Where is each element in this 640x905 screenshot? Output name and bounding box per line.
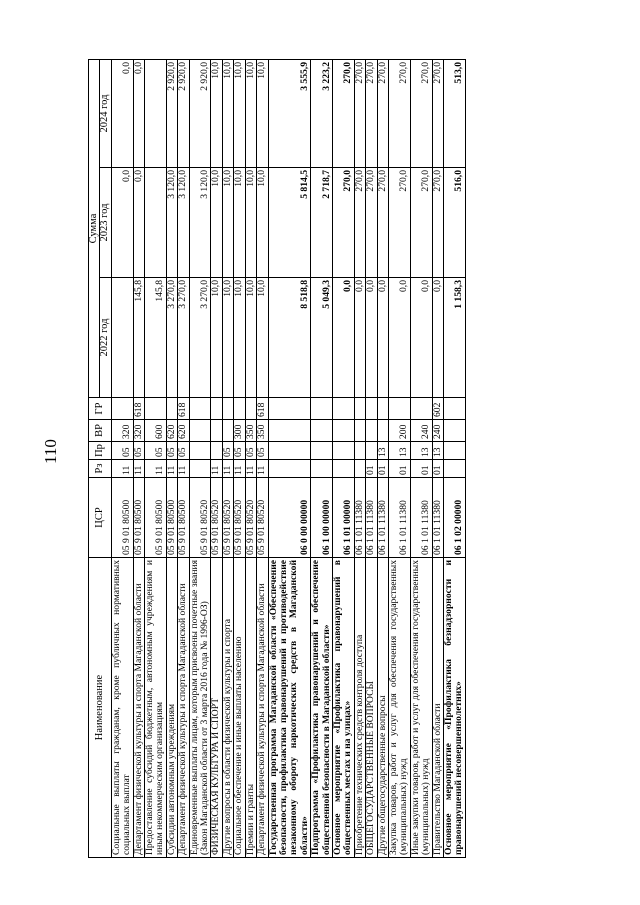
cell-gr [234, 398, 245, 420]
cell-pr: 05 [178, 442, 189, 460]
cell-name: Закупка товаров, работ и услуг для обеспечения государственных (муниципальных) нужд [388, 558, 410, 858]
cell-2022: 0,0 [410, 278, 432, 398]
cell-rz [354, 460, 365, 478]
cell-2023: 516,0 [444, 168, 466, 278]
cell-name: ОБЩЕГОСУДАРСТВЕННЫЕ ВОПРОСЫ [366, 558, 377, 858]
cell-2024: 10,0 [234, 60, 245, 168]
cell-2022: 10,0 [222, 278, 233, 398]
cell-gr: 618 [178, 398, 189, 420]
cell-vr: 300 [234, 420, 245, 442]
cell-rz: 11 [245, 460, 256, 478]
cell-gr [245, 398, 256, 420]
cell-csr: 05 9 01 80500 [111, 478, 133, 558]
cell-gr [211, 398, 222, 420]
cell-csr: 06 1 01 00000 [332, 478, 354, 558]
cell-2023: 270,0 [377, 168, 388, 278]
header-vr: ВР [89, 420, 112, 442]
cell-2024: 3 555,9 [268, 60, 311, 168]
cell-csr: 05 9 01 80520 [234, 478, 245, 558]
cell-rz: 11 [222, 460, 233, 478]
header-sum: Сумма [89, 60, 100, 398]
cell-pr [268, 442, 311, 460]
cell-name: Социальные выплаты гражданам, кроме публичных нормативных социальных выплат [111, 558, 133, 858]
cell-csr: 06 1 01 11380 [410, 478, 432, 558]
cell-2023: 0,0 [133, 168, 144, 278]
cell-2023: 0,0 [111, 168, 133, 278]
cell-rz: 01 [410, 460, 432, 478]
cell-2024: 10,0 [222, 60, 233, 168]
cell-2024: 10,0 [245, 60, 256, 168]
cell-pr [211, 442, 222, 460]
cell-rz: 11 [145, 460, 167, 478]
cell-pr: 05 [245, 442, 256, 460]
cell-gr: 618 [257, 398, 268, 420]
cell-2023: 10,0 [257, 168, 268, 278]
cell-vr: 240 [432, 420, 443, 442]
cell-2024: 270,0 [388, 60, 410, 168]
cell-2022: 0,0 [377, 278, 388, 398]
cell-csr: 05 9 01 80500 [145, 478, 167, 558]
cell-csr: 06 1 01 11380 [366, 478, 377, 558]
cell-gr [145, 398, 167, 420]
cell-csr: 05 9 01 80520 [189, 478, 211, 558]
cell-vr [268, 420, 311, 442]
cell-name: Департамент физической культуры и спорта Магаданской области [178, 558, 189, 858]
cell-vr: 240 [410, 420, 432, 442]
cell-vr: 350 [257, 420, 268, 442]
cell-vr: 620 [178, 420, 189, 442]
cell-vr: 200 [388, 420, 410, 442]
table-row [366, 60, 377, 858]
cell-name: Субсидии автономным учреждениям [166, 558, 177, 858]
cell-name: Правительство Магаданской области [432, 558, 443, 858]
cell-2022 [111, 278, 133, 398]
cell-2024: 270,0 [432, 60, 443, 168]
cell-gr: 602 [432, 398, 443, 420]
header-pr: Пр [89, 442, 112, 460]
cell-pr [366, 442, 377, 460]
cell-csr: 05 9 01 80520 [211, 478, 222, 558]
cell-2023: 5 814,5 [268, 168, 311, 278]
cell-2023 [145, 168, 167, 278]
cell-name: Приобретение технических средств контроля доступа [354, 558, 365, 858]
cell-2024: 10,0 [257, 60, 268, 168]
cell-pr [444, 442, 466, 460]
cell-2023: 270,0 [354, 168, 365, 278]
cell-gr [332, 398, 354, 420]
cell-name: Департамент физической культуры и спорта Магаданской области [133, 558, 144, 858]
cell-2024: 270,0 [366, 60, 377, 168]
cell-pr: 05 [257, 442, 268, 460]
cell-gr [166, 398, 177, 420]
cell-2023: 270,0 [366, 168, 377, 278]
header-csr: ЦСР [89, 478, 112, 558]
cell-name: Основное мероприятие «Профилактика безнадзорности и правонарушений несовершеннолетних» [444, 558, 466, 858]
cell-2022: 145,8 [133, 278, 144, 398]
cell-name: Иные закупки товаров, работ и услуг для обеспечения государственных (муниципальных) нужд [410, 558, 432, 858]
cell-pr: 13 [410, 442, 432, 460]
cell-csr: 06 1 00 00000 [311, 478, 333, 558]
cell-2024: 513,0 [444, 60, 466, 168]
table-row [311, 60, 333, 858]
cell-vr [377, 420, 388, 442]
cell-pr [332, 442, 354, 460]
cell-csr: 06 1 01 11380 [354, 478, 365, 558]
cell-csr: 05 9 01 80500 [178, 478, 189, 558]
cell-2022: 10,0 [245, 278, 256, 398]
table-row [410, 60, 432, 858]
cell-csr: 05 9 01 80500 [133, 478, 144, 558]
cell-rz: 01 [366, 460, 377, 478]
cell-rz: 11 [111, 460, 133, 478]
table-row [432, 60, 443, 858]
cell-2022: 5 049,3 [311, 278, 333, 398]
cell-pr [354, 442, 365, 460]
cell-csr: 06 1 01 11380 [377, 478, 388, 558]
cell-2023: 10,0 [211, 168, 222, 278]
cell-2022: 0,0 [432, 278, 443, 398]
cell-2024: 2 920,0 [178, 60, 189, 168]
cell-gr: 618 [133, 398, 144, 420]
cell-2024: 0,0 [111, 60, 133, 168]
cell-rz: 11 [178, 460, 189, 478]
header-2024: 2024 год [100, 60, 111, 168]
cell-2024: 270,0 [377, 60, 388, 168]
cell-2022: 145,8 [145, 278, 167, 398]
cell-2023: 270,0 [388, 168, 410, 278]
cell-rz [268, 460, 311, 478]
cell-2022: 0,0 [354, 278, 365, 398]
cell-rz: 11 [166, 460, 177, 478]
cell-rz: 11 [211, 460, 222, 478]
cell-csr: 05 9 01 80500 [166, 478, 177, 558]
cell-vr: 600 [145, 420, 167, 442]
cell-2022: 3 270,0 [178, 278, 189, 398]
cell-rz [444, 460, 466, 478]
cell-2022: 8 518,8 [268, 278, 311, 398]
cell-csr: 06 1 01 11380 [388, 478, 410, 558]
table-row [211, 60, 222, 858]
table-body [111, 60, 465, 858]
cell-2023: 2 718,7 [311, 168, 333, 278]
cell-pr: 05 [166, 442, 177, 460]
cell-2024: 270,0 [410, 60, 432, 168]
cell-2022: 3 270,0 [189, 278, 211, 398]
cell-pr: 13 [388, 442, 410, 460]
budget-table [88, 59, 466, 858]
cell-2024: 0,0 [133, 60, 144, 168]
cell-gr [410, 398, 432, 420]
cell-csr: 06 0 00 00000 [268, 478, 311, 558]
cell-csr: 05 9 01 80520 [245, 478, 256, 558]
cell-pr: 05 [111, 442, 133, 460]
cell-vr: 320 [111, 420, 133, 442]
table-row [178, 60, 189, 858]
header-2022: 2022 год [100, 278, 111, 398]
cell-gr [111, 398, 133, 420]
cell-2023: 10,0 [234, 168, 245, 278]
table-row [166, 60, 177, 858]
cell-gr [268, 398, 311, 420]
cell-2024: 270,0 [332, 60, 354, 168]
table-row [332, 60, 354, 858]
cell-2023: 3 120,0 [166, 168, 177, 278]
cell-csr: 05 9 01 80520 [257, 478, 268, 558]
rotated-table-frame [88, 60, 608, 858]
cell-pr: 05 [133, 442, 144, 460]
cell-vr [444, 420, 466, 442]
table-row [145, 60, 167, 858]
header-gr: ГР [89, 398, 112, 420]
table-row [245, 60, 256, 858]
cell-csr: 06 1 01 11380 [432, 478, 443, 558]
cell-name: Другие вопросы в области физической культуры и спорта [222, 558, 233, 858]
cell-vr [222, 420, 233, 442]
cell-vr [366, 420, 377, 442]
cell-pr: 13 [377, 442, 388, 460]
cell-name: Государственная программа Магаданской области «Обеспечение безопасности, профилактика правонарушений и противодействие незаконному обороту наркотических средств в Магаданской области» [268, 558, 311, 858]
cell-2022: 3 270,0 [166, 278, 177, 398]
cell-2022: 0,0 [366, 278, 377, 398]
cell-rz: 11 [234, 460, 245, 478]
cell-name: Социальное обеспечение и иные выплаты населению [234, 558, 245, 858]
cell-gr [444, 398, 466, 420]
cell-rz: 01 [377, 460, 388, 478]
cell-pr [189, 442, 211, 460]
cell-gr [189, 398, 211, 420]
cell-rz [189, 460, 211, 478]
header-rz: Рз [89, 460, 112, 478]
cell-name: Премии и гранты [245, 558, 256, 858]
table-row [388, 60, 410, 858]
cell-gr [354, 398, 365, 420]
cell-rz [332, 460, 354, 478]
cell-rz: 11 [257, 460, 268, 478]
header-name: Наименование [89, 558, 112, 858]
cell-2024: 270,0 [354, 60, 365, 168]
table-row [257, 60, 268, 858]
table-row [268, 60, 311, 858]
cell-2022: 1 158,3 [444, 278, 466, 398]
cell-vr [311, 420, 333, 442]
table-row [111, 60, 133, 858]
cell-pr: 05 [234, 442, 245, 460]
cell-2023: 270,0 [332, 168, 354, 278]
cell-2022: 0,0 [332, 278, 354, 398]
cell-name: Единовременные выплаты лицам, которым присвоены почетные звания (Закон Магаданской области от 3 марта 2016 года № 1996-ОЗ) [189, 558, 211, 858]
table-row [377, 60, 388, 858]
page-number: 110 [41, 439, 60, 464]
cell-vr: 350 [245, 420, 256, 442]
cell-2022: 10,0 [234, 278, 245, 398]
cell-vr [211, 420, 222, 442]
cell-rz: 01 [388, 460, 410, 478]
cell-2023: 270,0 [432, 168, 443, 278]
cell-name: Подпрограмма «Профилактика правонарушений и обеспечение общественной безопасности в Магаданской области» [311, 558, 333, 858]
cell-gr [388, 398, 410, 420]
cell-csr: 06 1 02 00000 [444, 478, 466, 558]
cell-name: ФИЗИЧЕСКАЯ КУЛЬТУРА И СПОРТ [211, 558, 222, 858]
cell-name: Предоставление субсидий бюджетным, автономным учреждениям и иным некоммерческим организациям [145, 558, 167, 858]
table-row [189, 60, 211, 858]
cell-vr [354, 420, 365, 442]
cell-gr [311, 398, 333, 420]
cell-name: Другие общегосударственные вопросы [377, 558, 388, 858]
cell-gr [222, 398, 233, 420]
cell-pr: 05 [222, 442, 233, 460]
cell-pr: 05 [145, 442, 167, 460]
cell-2022: 10,0 [211, 278, 222, 398]
cell-2023: 3 120,0 [189, 168, 211, 278]
cell-2024 [145, 60, 167, 168]
cell-2024: 3 223,2 [311, 60, 333, 168]
cell-2023: 3 120,0 [178, 168, 189, 278]
cell-2023: 10,0 [245, 168, 256, 278]
header-2023: 2023 год [100, 168, 111, 278]
cell-gr [366, 398, 377, 420]
table-row [222, 60, 233, 858]
cell-vr [189, 420, 211, 442]
cell-vr: 620 [166, 420, 177, 442]
table-header [89, 60, 112, 858]
cell-2024: 10,0 [211, 60, 222, 168]
cell-2024: 2 920,0 [166, 60, 177, 168]
cell-2023: 10,0 [222, 168, 233, 278]
cell-csr: 05 9 01 80520 [222, 478, 233, 558]
cell-vr [332, 420, 354, 442]
table-row [354, 60, 365, 858]
cell-rz: 11 [133, 460, 144, 478]
cell-pr [311, 442, 333, 460]
table-row [234, 60, 245, 858]
cell-vr: 320 [133, 420, 144, 442]
table-row [133, 60, 144, 858]
cell-2022: 10,0 [257, 278, 268, 398]
cell-2022: 0,0 [388, 278, 410, 398]
table-row [444, 60, 466, 858]
cell-gr [377, 398, 388, 420]
cell-rz: 01 [432, 460, 443, 478]
cell-rz [311, 460, 333, 478]
cell-name: Основное мероприятие «Профилактика правонарушений в общественных местах и на улицах» [332, 558, 354, 858]
cell-2024: 2 920,0 [189, 60, 211, 168]
cell-pr: 13 [432, 442, 443, 460]
cell-2023: 270,0 [410, 168, 432, 278]
cell-name: Департамент физической культуры и спорта Магаданской области [257, 558, 268, 858]
